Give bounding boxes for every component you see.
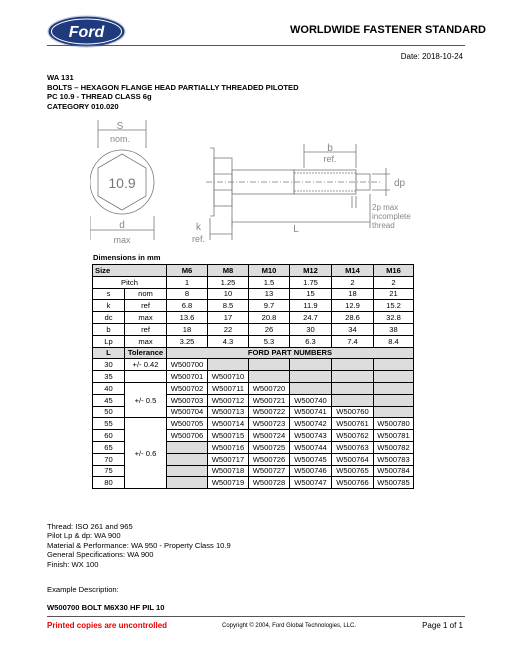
- length-value: 65: [93, 441, 125, 453]
- part-number: W500762: [332, 430, 374, 442]
- dimension-value: 5.3: [249, 335, 290, 347]
- size-header-cell: M10: [249, 265, 290, 277]
- part-number: W500744: [290, 441, 332, 453]
- dc-label: d: [119, 220, 125, 231]
- empty-cell: [374, 371, 414, 383]
- part-number: W500721: [249, 394, 290, 406]
- part-number: W500700: [167, 359, 208, 371]
- note-line-2: incomplete: [372, 212, 411, 221]
- tolerance-value: +/- 0.5: [125, 382, 167, 417]
- example-description: W500700 BOLT M6X30 HF PIL 10: [47, 603, 165, 612]
- dimension-value: 21: [374, 288, 414, 300]
- empty-cell: [332, 394, 374, 406]
- part-row: [93, 359, 414, 371]
- empty-cell: [290, 382, 332, 394]
- length-value: 55: [93, 418, 125, 430]
- spec-title: BOLTS – HEXAGON FLANGE HEAD PARTIALLY THREADED PILOTED: [47, 82, 299, 92]
- dimension-value: 30: [290, 323, 332, 335]
- dimension-value: 17: [208, 312, 249, 324]
- table-row: [93, 323, 414, 335]
- ref-label: ref.: [323, 154, 337, 164]
- part-number: W500742: [290, 418, 332, 430]
- b-label: b: [327, 143, 333, 154]
- dimension-value: 4.3: [208, 335, 249, 347]
- part-number: W500718: [208, 465, 249, 477]
- note-finish: Finish: WX 100: [47, 559, 99, 569]
- size-header-cell: M14: [332, 265, 374, 277]
- length-value: 35: [93, 371, 125, 383]
- max-label: max: [113, 235, 131, 245]
- s-label: S: [116, 121, 124, 132]
- empty-cell: [374, 394, 414, 406]
- head-marking: 10.9: [108, 175, 136, 191]
- table-row: [93, 288, 414, 300]
- empty-cell: [167, 477, 208, 489]
- table-row: [93, 335, 414, 347]
- part-number: W500747: [290, 477, 332, 489]
- length-value: 45: [93, 394, 125, 406]
- dimension-value: 8.5: [208, 300, 249, 312]
- dimension-value: 38: [374, 323, 414, 335]
- note-line-3: thread: [372, 221, 395, 230]
- part-number: W500728: [249, 477, 290, 489]
- part-number: W500783: [374, 453, 414, 465]
- tolerance-value: [125, 371, 167, 383]
- dimension-value: 8.4: [374, 335, 414, 347]
- dimension-qualifier: ref: [125, 300, 167, 312]
- part-number: W500720: [249, 382, 290, 394]
- document-date: Date: 2018-10-24: [400, 52, 463, 61]
- part-number: W500781: [374, 430, 414, 442]
- length-value: 50: [93, 406, 125, 418]
- size-header: Size: [93, 265, 167, 277]
- note-material: Material & Performance: WA 950 - Property Class 10.9: [47, 540, 231, 550]
- example-label: Example Description:: [47, 585, 119, 594]
- dimension-value: 11.9: [290, 300, 332, 312]
- size-header-cell: M12: [290, 265, 332, 277]
- size-header-cell: M16: [374, 265, 414, 277]
- empty-cell: [290, 371, 332, 383]
- part-number: W500726: [249, 453, 290, 465]
- size-header-cell: M6: [167, 265, 208, 277]
- dimension-value: 3.25: [167, 335, 208, 347]
- empty-cell: [167, 465, 208, 477]
- length-header: L: [93, 347, 125, 359]
- empty-cell: [249, 371, 290, 383]
- dimension-value: 2: [332, 276, 374, 288]
- length-value: 40: [93, 382, 125, 394]
- empty-cell: [167, 441, 208, 453]
- part-number: W500704: [167, 406, 208, 418]
- part-number: W500703: [167, 394, 208, 406]
- part-number: W500763: [332, 441, 374, 453]
- empty-cell: [208, 359, 249, 371]
- part-row: [93, 371, 414, 383]
- part-number: W500741: [290, 406, 332, 418]
- spec-header: [47, 73, 299, 111]
- part-number: W500724: [249, 430, 290, 442]
- page-number: Page 1 of 1: [422, 621, 463, 630]
- dimension-name: dc: [93, 312, 125, 324]
- part-number: W500719: [208, 477, 249, 489]
- dimension-qualifier: ref: [125, 323, 167, 335]
- ford-logo: [47, 15, 126, 48]
- part-number: W500746: [290, 465, 332, 477]
- part-number: W500722: [249, 406, 290, 418]
- dimension-value: 7.4: [332, 335, 374, 347]
- dimension-value: 24.7: [290, 312, 332, 324]
- dimension-qualifier: nom: [125, 288, 167, 300]
- part-number: W500706: [167, 430, 208, 442]
- empty-cell: [249, 359, 290, 371]
- dimension-value: 15: [290, 288, 332, 300]
- part-number: W500785: [374, 477, 414, 489]
- part-number: W500714: [208, 418, 249, 430]
- tolerance-value: +/- 0.42: [125, 359, 167, 371]
- dimension-value: 34: [332, 323, 374, 335]
- empty-cell: [332, 371, 374, 383]
- note-pilot: Pilot Lp & dp: WA 900: [47, 531, 121, 541]
- dimension-value: 13.6: [167, 312, 208, 324]
- part-numbers-header: FORD PART NUMBERS: [167, 347, 414, 359]
- dimension-qualifier: max: [125, 335, 167, 347]
- dimension-value: 13: [249, 288, 290, 300]
- notes: [47, 522, 231, 569]
- tolerance-value: +/- 0.6: [125, 418, 167, 489]
- part-number: W500701: [167, 371, 208, 383]
- uncontrolled-notice: Printed copies are uncontrolled: [47, 621, 168, 630]
- dimensions-body: [93, 265, 414, 489]
- part-number: W500764: [332, 453, 374, 465]
- part-number: W500727: [249, 465, 290, 477]
- dimension-value: 6.8: [167, 300, 208, 312]
- dimension-value: 18: [332, 288, 374, 300]
- footer-divider: [47, 616, 465, 617]
- length-value: 70: [93, 453, 125, 465]
- table-header-row: [93, 265, 414, 277]
- standard-title: WORLDWIDE FASTENER STANDARD: [290, 24, 486, 36]
- k-ref-label: ref.: [192, 234, 206, 244]
- part-number: W500765: [332, 465, 374, 477]
- dimension-value: 9.7: [249, 300, 290, 312]
- spec-category: CATEGORY 010.020: [47, 101, 119, 111]
- part-number: W500702: [167, 382, 208, 394]
- part-row: [93, 418, 414, 430]
- table-row: [93, 276, 414, 288]
- empty-cell: [290, 359, 332, 371]
- table-row: [93, 300, 414, 312]
- dimension-value: 15.2: [374, 300, 414, 312]
- dimension-value: 10: [208, 288, 249, 300]
- length-value: 30: [93, 359, 125, 371]
- table-row: [93, 312, 414, 324]
- dimension-value: 1.75: [290, 276, 332, 288]
- empty-cell: [332, 382, 374, 394]
- logo-text: Ford: [68, 24, 105, 41]
- part-number: W500717: [208, 453, 249, 465]
- part-number: W500715: [208, 430, 249, 442]
- dimensions-caption: Dimensions in mm: [93, 253, 161, 262]
- part-row: [93, 382, 414, 394]
- tolerance-header: Tolerance: [125, 347, 167, 359]
- part-number: W500743: [290, 430, 332, 442]
- dimension-value: 18: [167, 323, 208, 335]
- dimension-value: 1.25: [208, 276, 249, 288]
- part-number: W500716: [208, 441, 249, 453]
- dimension-value: 28.6: [332, 312, 374, 324]
- dimension-value: 2: [374, 276, 414, 288]
- copyright: Copyright © 2004, Ford Global Technologies, LLC.: [222, 623, 357, 629]
- part-number: W500725: [249, 441, 290, 453]
- length-value: 60: [93, 430, 125, 442]
- part-number: W500723: [249, 418, 290, 430]
- part-number: W500761: [332, 418, 374, 430]
- part-number: W500745: [290, 453, 332, 465]
- part-number: W500740: [290, 394, 332, 406]
- length-value: 80: [93, 477, 125, 489]
- l-label: L: [293, 224, 299, 235]
- dimension-value: 20.8: [249, 312, 290, 324]
- dimension-value: 8: [167, 288, 208, 300]
- k-label: k: [196, 222, 201, 233]
- dimension-name: k: [93, 300, 125, 312]
- header-divider: [47, 45, 465, 46]
- part-number: W500712: [208, 394, 249, 406]
- part-number: W500782: [374, 441, 414, 453]
- length-value: 75: [93, 465, 125, 477]
- dp-label: dp: [394, 178, 406, 189]
- spec-class: PC 10.9 - THREAD CLASS 6g: [47, 92, 152, 102]
- part-number: W500766: [332, 477, 374, 489]
- part-number: W500710: [208, 371, 249, 383]
- size-header-cell: M8: [208, 265, 249, 277]
- note-general: General Specifications: WA 900: [47, 550, 154, 560]
- part-number: W500760: [332, 406, 374, 418]
- empty-cell: [374, 382, 414, 394]
- empty-cell: [332, 359, 374, 371]
- dimension-value: 12.9: [332, 300, 374, 312]
- part-number: W500780: [374, 418, 414, 430]
- dimension-value: 32.8: [374, 312, 414, 324]
- dimension-value: 22: [208, 323, 249, 335]
- dimension-value: 6.3: [290, 335, 332, 347]
- dimension-name: s: [93, 288, 125, 300]
- empty-cell: [374, 359, 414, 371]
- spec-number: WA 131: [47, 73, 74, 82]
- dimension-name: b: [93, 323, 125, 335]
- part-number: W500784: [374, 465, 414, 477]
- empty-cell: [167, 453, 208, 465]
- dimension-name: Lp: [93, 335, 125, 347]
- part-number: W500705: [167, 418, 208, 430]
- dimension-name: Pitch: [93, 276, 167, 288]
- dimension-value: 1.5: [249, 276, 290, 288]
- nom-label: nom.: [109, 134, 131, 144]
- note-thread: Thread: ISO 261 and 965: [47, 522, 133, 531]
- dimension-qualifier: max: [125, 312, 167, 324]
- empty-cell: [374, 406, 414, 418]
- bolt-drawing: [90, 118, 420, 250]
- part-header-row: [93, 347, 414, 359]
- part-number: W500713: [208, 406, 249, 418]
- dimension-value: 26: [249, 323, 290, 335]
- note-line-1: 2p max: [372, 203, 399, 212]
- part-number: W500711: [208, 382, 249, 394]
- dimension-value: 1: [167, 276, 208, 288]
- dimensions-table: [92, 264, 414, 489]
